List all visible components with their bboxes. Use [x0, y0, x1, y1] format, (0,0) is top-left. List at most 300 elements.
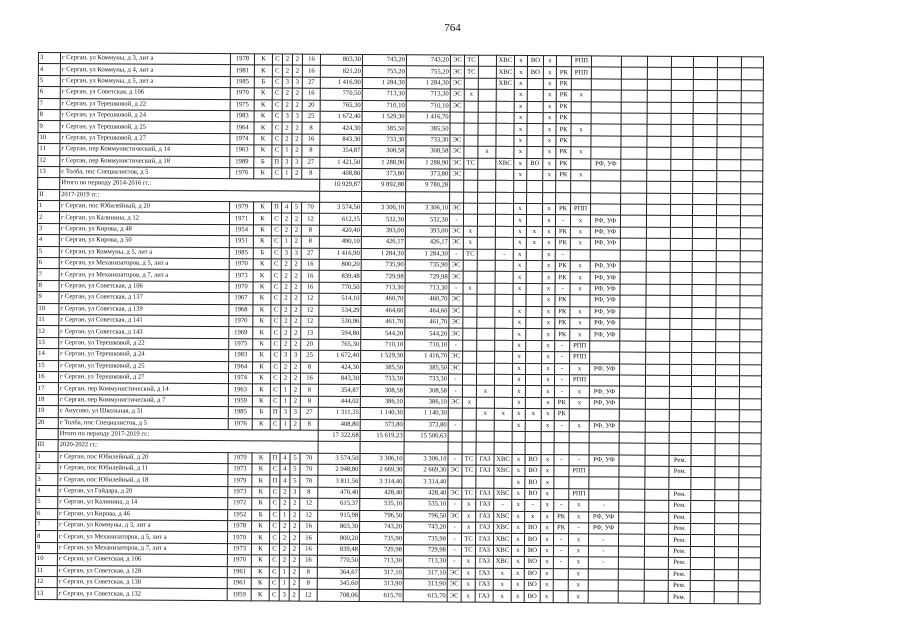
table-cell: 1 529,30 — [361, 351, 405, 363]
table-cell: х — [543, 204, 556, 215]
table-cell: 393,00 — [405, 226, 449, 238]
table-cell: ХВС — [496, 67, 514, 79]
address-cell: г Серган, ул Гайдара, д 20 — [58, 485, 228, 497]
table-cell: РК — [556, 170, 571, 181]
table-cell: ЭС — [450, 169, 464, 180]
row-number: 13 — [38, 166, 60, 178]
table-cell: 1964 — [229, 361, 253, 373]
table-cell — [496, 101, 514, 113]
table-cell — [570, 295, 590, 307]
table-cell: 420,40 — [319, 225, 361, 237]
table-cell: 1963 — [230, 145, 254, 157]
table-cell: 2 — [290, 532, 300, 543]
table-cell — [717, 102, 741, 114]
table-cell — [715, 489, 739, 501]
table-cell — [715, 444, 739, 456]
table-cell — [619, 455, 645, 467]
table-cell — [741, 125, 763, 137]
row-number: 13 — [37, 337, 59, 349]
table-cell: 1952 — [228, 509, 252, 521]
table-cell: 364,67 — [317, 567, 359, 579]
table-cell: 1 — [280, 396, 290, 407]
table-cell: 1968 — [229, 304, 253, 316]
table-cell — [526, 340, 542, 351]
table-cell: х — [541, 397, 554, 408]
table-cell — [450, 112, 464, 123]
table-cell: 1 284,30 — [406, 78, 450, 90]
table-cell: 2 — [291, 316, 301, 327]
table-cell: х — [462, 522, 476, 533]
table-cell — [647, 68, 671, 80]
table-cell — [494, 374, 512, 386]
table-cell: 733,30 — [360, 373, 404, 385]
table-cell — [740, 319, 762, 331]
table-cell: ГАЗ — [475, 556, 493, 568]
table-cell — [646, 284, 670, 296]
table-cell — [589, 489, 619, 501]
table-cell — [645, 512, 669, 524]
table-cell — [693, 57, 717, 69]
table-cell — [647, 193, 671, 205]
table-cell: х — [462, 511, 476, 522]
table-cell — [691, 410, 715, 422]
table-cell: ТС — [464, 158, 478, 169]
table-cell — [646, 216, 670, 228]
table-cell: 16 — [302, 66, 320, 78]
table-cell: С — [271, 305, 281, 316]
table-cell — [621, 147, 647, 159]
table-cell — [476, 397, 494, 409]
table-cell — [478, 101, 496, 113]
table-cell — [716, 364, 740, 376]
table-cell: 1 416,70 — [405, 351, 449, 363]
period-total-area2: 9 780,28 — [406, 180, 450, 192]
table-cell: ЭС — [447, 579, 461, 590]
table-cell: 733,30 — [362, 134, 406, 146]
table-cell: - — [588, 534, 618, 546]
table-cell: 27 — [302, 77, 320, 89]
table-cell: х — [513, 249, 526, 260]
table-cell: 2 — [290, 498, 300, 509]
table-cell: 1979 — [228, 475, 252, 487]
table-cell: 710,10 — [406, 100, 450, 112]
table-cell: 2 948,80 — [318, 464, 360, 476]
table-cell — [715, 433, 739, 445]
table-cell — [526, 317, 542, 328]
table-cell — [717, 148, 741, 160]
table-cell — [463, 272, 477, 283]
table-cell: 4 — [280, 464, 290, 475]
table-cell: 839,48 — [317, 544, 359, 556]
table-cell: 1978 — [230, 54, 254, 66]
table-cell — [717, 193, 741, 205]
table-cell: - — [553, 545, 568, 556]
table-cell: ТС — [461, 545, 475, 556]
table-cell: С — [269, 567, 279, 578]
table-cell: 535,10 — [360, 499, 404, 511]
table-cell: х — [570, 238, 590, 250]
table-cell: 594,80 — [319, 328, 361, 340]
table-cell: К — [251, 555, 269, 567]
table-cell — [646, 273, 670, 285]
table-cell: 3 574,50 — [320, 202, 362, 214]
table-cell: 1976 — [230, 168, 254, 180]
table-cell — [463, 317, 477, 328]
table-cell: П — [270, 407, 280, 418]
table-cell: К — [252, 475, 270, 487]
page-number: 764 — [444, 22, 461, 34]
table-cell: - — [449, 340, 463, 351]
table-cell: 2 — [291, 270, 301, 281]
table-cell — [717, 91, 741, 103]
table-cell — [554, 466, 569, 477]
table-cell: ВО — [525, 488, 541, 499]
table-cell: 373,80 — [404, 419, 448, 431]
table-cell: С — [271, 248, 281, 259]
table-cell — [477, 317, 495, 329]
table-cell — [621, 159, 647, 171]
table-cell — [717, 171, 741, 183]
table-cell: - — [554, 500, 569, 511]
table-cell — [693, 182, 717, 194]
table-cell: 1970 — [228, 532, 252, 544]
row-number: 4 — [38, 64, 60, 76]
row-number: 8 — [37, 280, 59, 292]
table-cell — [670, 216, 692, 228]
table-cell — [462, 408, 476, 419]
table-cell — [645, 409, 669, 421]
table-cell — [692, 262, 716, 274]
table-cell — [571, 113, 591, 125]
table-cell — [741, 148, 763, 160]
table-cell: 408,80 — [320, 168, 362, 180]
table-cell: 1 284,30 — [405, 248, 449, 260]
table-cell: ХВС — [494, 511, 512, 523]
table-cell: 5 — [290, 464, 300, 475]
table-cell: х — [540, 534, 553, 545]
table-cell — [570, 249, 590, 261]
table-cell: РК — [554, 409, 569, 420]
table-cell: РФ, УФ — [590, 272, 620, 284]
table-cell: ВО — [525, 477, 541, 488]
table-cell: 2 — [281, 305, 291, 316]
table-cell — [476, 442, 494, 454]
table-cell: х — [542, 340, 555, 351]
table-cell: 800,20 — [317, 533, 359, 545]
table-cell: х — [543, 158, 556, 169]
table-cell — [620, 227, 646, 239]
table-cell — [693, 79, 717, 91]
table-cell — [478, 124, 496, 136]
table-cell: ЭС — [449, 237, 463, 248]
table-cell: 8 — [299, 578, 317, 590]
table-cell: 2 — [282, 88, 292, 99]
table-cell: 2 — [281, 327, 291, 338]
table-cell — [715, 512, 739, 524]
table-cell: х — [542, 272, 555, 283]
address-cell: г Серган, ул Механизаторов, д 7, лит а — [57, 542, 227, 554]
table-cell — [496, 135, 514, 147]
table-cell: 1 288,90 — [362, 157, 406, 169]
table-cell — [669, 478, 691, 490]
table-cell: Рем. — [669, 512, 691, 524]
table-cell: 1967 — [229, 293, 253, 305]
table-cell: 3 — [290, 487, 300, 498]
table-cell — [646, 307, 670, 319]
table-cell: ЭС — [449, 317, 463, 328]
table-cell — [647, 136, 671, 148]
table-cell — [671, 91, 693, 103]
table-cell: х — [542, 295, 555, 306]
table-cell — [527, 204, 543, 215]
table-cell: К — [253, 304, 271, 316]
table-cell: ЭС — [450, 158, 464, 169]
table-cell: - — [555, 352, 570, 363]
table-cell — [527, 135, 543, 146]
table-cell: х — [543, 124, 556, 135]
table-cell — [495, 283, 513, 295]
row-number: 6 — [37, 258, 59, 270]
table-cell: х — [541, 454, 554, 465]
table-cell — [590, 352, 620, 364]
table-cell: х — [568, 591, 588, 603]
table-cell: х — [514, 147, 527, 158]
table-cell: ЭС — [449, 351, 463, 362]
table-cell: ВО — [524, 591, 540, 602]
table-cell — [645, 398, 669, 410]
table-cell — [462, 374, 476, 385]
table-cell: - — [555, 363, 570, 374]
table-cell — [527, 78, 543, 89]
table-cell: 12 — [300, 510, 318, 522]
table-cell: - — [553, 557, 568, 568]
table-cell: х — [570, 227, 590, 239]
table-cell: 514,10 — [319, 293, 361, 305]
table-cell — [717, 68, 741, 80]
table-cell: х — [514, 101, 527, 112]
table-cell: 16 — [299, 555, 317, 567]
table-cell: ХВС — [496, 78, 514, 90]
table-cell: К — [253, 213, 271, 225]
table-cell: С — [272, 65, 282, 76]
table-cell — [690, 535, 714, 547]
table-cell: - — [554, 375, 569, 386]
table-cell — [646, 238, 670, 250]
table-cell — [715, 410, 739, 422]
table-cell — [477, 237, 495, 249]
table-cell — [670, 227, 692, 239]
table-cell: 708,06 — [317, 590, 359, 602]
table-cell: С — [271, 293, 281, 304]
table-cell: х — [543, 101, 556, 112]
table-cell — [621, 181, 647, 193]
table-cell — [647, 90, 671, 102]
table-cell — [647, 182, 671, 194]
table-cell: х — [461, 568, 475, 579]
table-cell — [716, 330, 740, 342]
period-total-area2: 15 506,63 — [404, 431, 448, 443]
address-cell: г Серган, ул Калинина, д 14 — [58, 497, 228, 509]
table-cell — [496, 181, 514, 193]
address-cell: г Серган, ул Советская, д 141 — [59, 315, 229, 327]
table-cell: х — [513, 340, 526, 351]
table-cell: 1961 — [227, 566, 251, 578]
table-cell: 1964 — [230, 122, 254, 134]
table-cell: С — [270, 487, 280, 498]
table-cell: х — [543, 169, 556, 180]
table-cell: 796,50 — [360, 510, 404, 522]
table-cell: 393,00 — [361, 225, 405, 237]
table-cell — [671, 159, 693, 171]
table-cell: 2 — [290, 384, 300, 395]
table-cell — [741, 114, 763, 126]
table-cell: - — [555, 249, 570, 260]
table-cell — [464, 101, 478, 112]
table-cell: х — [513, 260, 526, 271]
address-cell: г Серган, ул Терешковой, д 24 — [59, 349, 229, 361]
table-cell: х — [542, 352, 555, 363]
table-cell: К — [253, 236, 271, 248]
table-cell: РПП — [570, 341, 590, 353]
table-cell — [618, 546, 644, 558]
table-cell: ЭС — [450, 135, 464, 146]
table-cell — [512, 431, 525, 442]
table-cell — [692, 296, 716, 308]
table-cell: К — [254, 134, 272, 146]
table-cell: РК — [556, 204, 571, 215]
table-cell — [618, 534, 644, 546]
table-cell: х — [569, 420, 589, 432]
table-cell: РК — [556, 101, 571, 112]
table-cell: РПП — [569, 489, 589, 501]
table-cell — [448, 476, 462, 487]
table-cell — [645, 455, 669, 467]
table-cell — [741, 57, 763, 69]
table-cell — [647, 147, 671, 159]
table-cell: П — [272, 202, 282, 213]
address-cell: г Серган, ул Советская, д 132 — [57, 588, 227, 600]
table-cell — [715, 398, 739, 410]
table-cell: ТС — [464, 66, 478, 77]
table-cell: х — [513, 283, 526, 294]
table-cell: х — [541, 375, 554, 386]
table-cell — [647, 170, 671, 182]
table-cell — [496, 203, 514, 215]
table-cell: РК — [555, 227, 570, 238]
table-cell — [739, 387, 761, 399]
table-cell: 1970 — [227, 555, 251, 567]
table-cell — [619, 386, 645, 398]
table-cell — [716, 239, 740, 251]
table-cell — [494, 397, 512, 409]
table-cell: х — [512, 477, 525, 488]
table-cell: 2 669,30 — [404, 465, 448, 477]
table-cell: х — [526, 238, 542, 249]
table-cell — [714, 558, 738, 570]
table-cell: х — [514, 169, 527, 180]
table-cell — [693, 148, 717, 160]
row-number: 12 — [38, 155, 60, 167]
table-cell — [715, 455, 739, 467]
table-cell — [692, 353, 716, 365]
address-cell: г Серган, ул Механизаторов, д 5, лит а — [58, 531, 228, 543]
table-cell: 1 — [279, 567, 289, 578]
table-cell: х — [493, 591, 511, 603]
table-cell: ЭС — [449, 363, 463, 374]
table-cell: К — [254, 111, 272, 123]
table-cell: 1979 — [230, 202, 254, 214]
table-cell: 3 306,10 — [362, 203, 406, 215]
table-cell: х — [512, 454, 525, 465]
table-cell: Рем. — [669, 523, 691, 535]
table-cell: х — [569, 511, 589, 523]
table-cell: 8 — [300, 384, 318, 396]
table-cell: 1979 — [228, 452, 252, 464]
table-cell: 2 — [279, 555, 289, 566]
table-cell — [619, 409, 645, 421]
row-number: 6 — [36, 508, 58, 520]
table-cell: 713,30 — [405, 283, 449, 295]
table-cell — [644, 580, 668, 592]
table-cell — [692, 273, 716, 285]
table-cell: 735,90 — [403, 533, 447, 545]
table-cell — [739, 501, 761, 513]
table-cell — [693, 159, 717, 171]
table-cell: х — [463, 283, 477, 294]
table-cell: 915,98 — [318, 510, 360, 522]
table-cell: 428,40 — [360, 487, 404, 499]
table-cell: 2 — [291, 236, 301, 247]
table-cell: 770,50 — [319, 282, 361, 294]
table-cell: х — [463, 226, 477, 237]
table-cell — [478, 169, 496, 181]
table-cell: 424,30 — [320, 123, 362, 135]
table-cell: 2 — [292, 88, 302, 99]
table-cell: 2 — [289, 555, 299, 566]
table-cell — [714, 546, 738, 558]
table-cell: - — [449, 283, 463, 294]
table-cell — [671, 68, 693, 80]
table-cell: РК — [556, 67, 571, 78]
table-cell: 3 — [292, 111, 302, 122]
address-cell: г Серган, ул Кирова, д 50 — [59, 235, 229, 247]
table-cell: РК — [555, 261, 570, 272]
table-cell: - — [448, 499, 462, 510]
table-cell — [476, 420, 494, 432]
table-cell: 1973 — [227, 543, 251, 555]
table-cell — [671, 125, 693, 137]
table-cell: 70 — [300, 476, 318, 488]
table-cell — [495, 329, 513, 341]
table-cell: С — [271, 213, 281, 224]
table-cell — [527, 192, 543, 203]
row-number: 10 — [37, 303, 59, 315]
table-cell — [717, 136, 741, 148]
table-cell: 16 — [300, 373, 318, 385]
table-cell — [621, 113, 647, 125]
table-cell: х — [568, 568, 588, 580]
table-cell — [556, 181, 571, 192]
table-cell: ЭС — [450, 101, 464, 112]
table-cell: 2 — [291, 305, 301, 316]
table-cell — [571, 135, 591, 147]
table-cell: 27 — [301, 248, 319, 260]
table-cell: ХВС — [494, 522, 512, 534]
table-cell — [318, 441, 360, 453]
table-cell — [738, 592, 760, 604]
table-cell — [715, 501, 739, 513]
table-cell — [618, 591, 644, 603]
